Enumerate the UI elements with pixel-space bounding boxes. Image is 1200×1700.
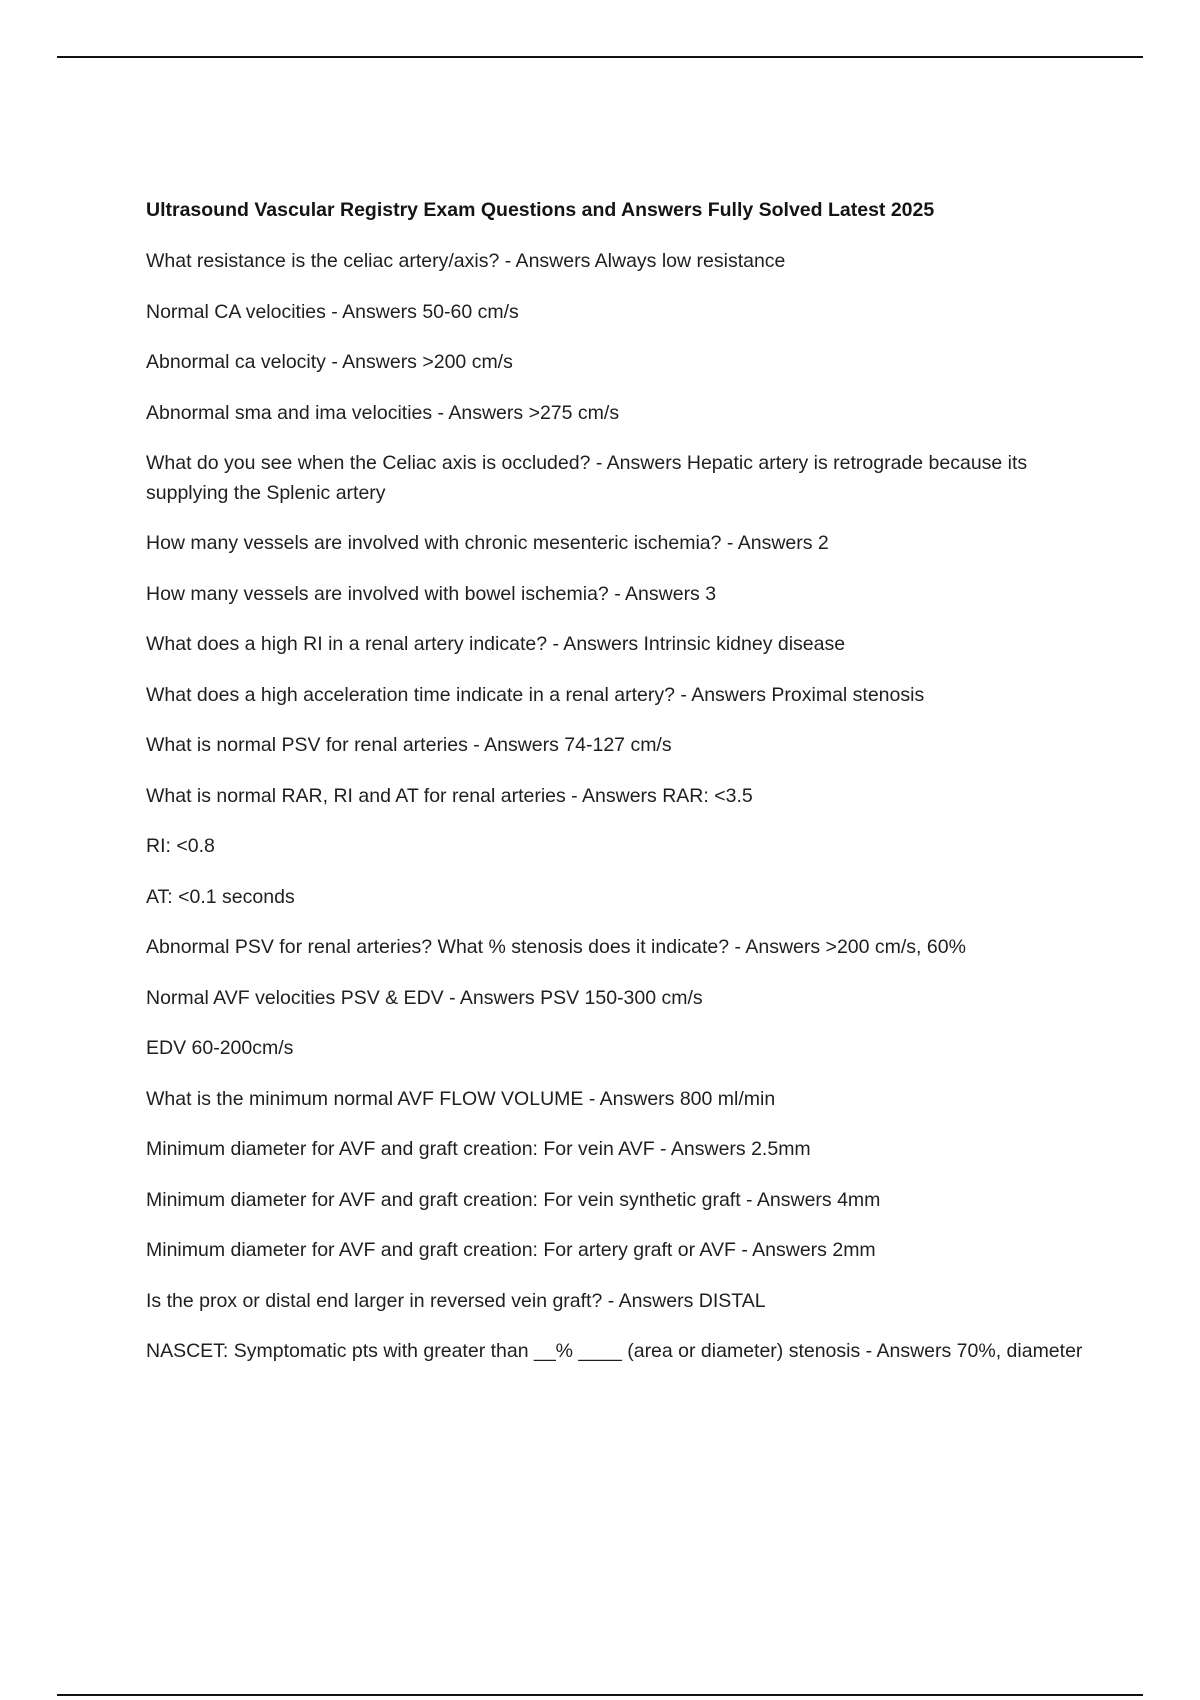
qa-line: EDV 60-200cm/s xyxy=(146,1037,294,1059)
qa-line: NASCET: Symptomatic pts with greater than __% ____ (area or diameter) stenosis - Answers 70%, diameter xyxy=(146,1340,1083,1362)
qa-line: Minimum diameter for AVF and graft creation: For artery graft or AVF - Answers 2mm xyxy=(146,1239,876,1261)
qa-line: Minimum diameter for AVF and graft creation: For vein synthetic graft - Answers 4mm xyxy=(146,1188,881,1211)
qa-line: What do you see when the Celiac axis is occluded? - Answers Hepatic artery is retrograde because its supplying the Splenic artery xyxy=(146,452,1028,504)
qa-line: AT: <0.1 seconds xyxy=(146,885,295,908)
qa-line: What is normal RAR, RI and AT for renal arteries - Answers RAR: <3.5 xyxy=(146,784,753,807)
document-title: Ultrasound Vascular Registry Exam Questions and Answers Fully Solved Latest 2025 xyxy=(146,199,935,221)
qa-line: What is normal PSV for renal arteries - Answers 74-127 cm/s xyxy=(146,734,672,756)
qa-line: Minimum diameter for AVF and graft creation: For vein AVF - Answers 2.5mm xyxy=(146,1138,811,1160)
qa-line: What resistance is the celiac artery/axis? - Answers Always low resistance xyxy=(146,250,786,272)
qa-line: Abnormal ca velocity - Answers >200 cm/s xyxy=(146,351,513,373)
header-rule xyxy=(57,56,1143,58)
qa-line: How many vessels are involved with chronic mesenteric ischemia? - Answers 2 xyxy=(146,532,829,554)
qa-line: Abnormal sma and ima velocities - Answers >275 cm/s xyxy=(146,401,620,424)
qa-line: What does a high acceleration time indicate in a renal artery? - Answers Proximal stenosis xyxy=(146,683,925,706)
qa-line: Normal CA velocities - Answers 50-60 cm/s xyxy=(146,300,519,323)
document-body xyxy=(146,197,1086,1386)
qa-line: Normal AVF velocities PSV & EDV - Answers PSV 150-300 cm/s xyxy=(146,986,703,1009)
qa-line: How many vessels are involved with bowel ischemia? - Answers 3 xyxy=(146,582,717,605)
qa-line: Is the prox or distal end larger in reversed vein graft? - Answers DISTAL xyxy=(146,1289,766,1312)
qa-line: What is the minimum normal AVF FLOW VOLUME - Answers 800 ml/min xyxy=(146,1087,776,1110)
qa-line: Abnormal PSV for renal arteries? What % stenosis does it indicate? - Answers >200 cm/s, 60% xyxy=(146,936,966,958)
qa-line: RI: <0.8 xyxy=(146,835,215,857)
footer-rule xyxy=(57,1694,1143,1696)
qa-line: What does a high RI in a renal artery indicate? - Answers Intrinsic kidney disease xyxy=(146,633,846,655)
